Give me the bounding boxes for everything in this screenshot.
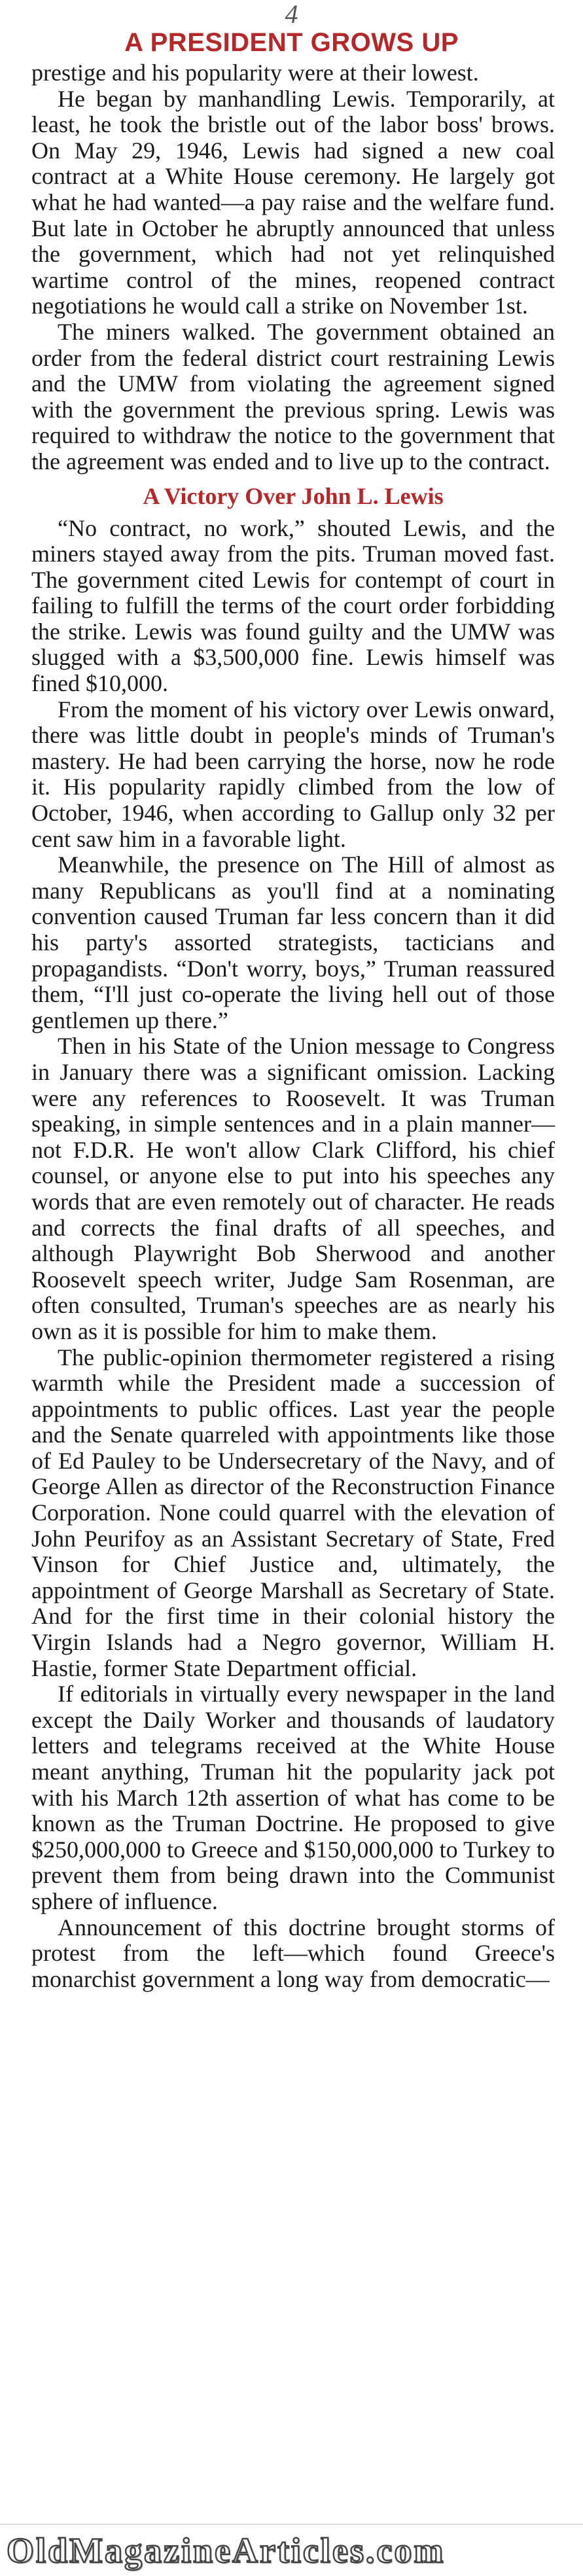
paragraph: The public-opinion thermometer registered a rising warmth while the President made a succession of appointments to public offices. Last year the people and the Senate quarreled with appointments like those of Ed Pauley to be Undersecretary of the Navy, and of George Allen as director of the Reconstruction Finance Corporation. None could quarrel with the elevation of John Peurifoy as an Assistant Secretary of State, Fred Vinson for Chief Justice and, ultimately, the appointment of George Marshall as Secretary of State. And for the first time in their colonial history the Virgin Islands had a Negro governor, William H. Hastie, former State Department official. <box>31 1344 555 1681</box>
running-header-title: A PRESIDENT GROWS UP <box>124 28 459 57</box>
paragraph: Announcement of this doctrine brought storms of protest from the left—which found Greece's monarchist government a long way from democratic— <box>31 1914 555 1992</box>
paragraph: If editorials in virtually every newspaper in the land except the Daily Worker and thousands of laudatory letters and telegrams received at the White House meant anything, Truman hit the popularity jack pot with his March 12th assertion of what has come to be known as the Truman Doctrine. He proposed to give $250,000,000 to Greece and $150,000,000 to Turkey to prevent them from being drawn into the Communist sphere of influence. <box>31 1681 555 1914</box>
paragraph: prestige and his popularity were at their lowest. <box>31 60 479 86</box>
paragraph: “No contract, no work,” shouted Lewis, and the miners stayed away from the pits. Truman moved fast. The government cited Lewis for contempt of court in failing to fulfill the terms of the court order forbidding the strike. Lewis was found guilty and the UMW was slugged with a $3,500,000 fine. Lewis himself was fined $10,000. <box>31 514 555 697</box>
site-logo[interactable]: OldMagazineArticles.com <box>7 2531 446 2570</box>
section-subhead: A Victory Over John L. Lewis <box>143 482 444 509</box>
footer-bar <box>0 2524 583 2576</box>
article-body <box>31 60 555 1992</box>
paragraph: From the moment of his victory over Lewis onward, there was little doubt in people's minds of Truman's mastery. He had been carrying the horse, now he rode it. His popularity rapidly climbed from the low of October, 1946, when according to Gallup only 32 per cent saw him in a favorable light. <box>31 696 555 852</box>
paragraph: He began by manhandling Lewis. Temporarily, at least, he took the bristle out of the labor boss' brows. On May 29, 1946, Lewis had signed a new coal contract at a White House ceremony. He largely got what he had wanted—a pay raise and the welfare fund. But late in October he abruptly announced that unless the government, which had not yet relinquished wartime control of the mines, reopened contract negotiations he would call a strike on November 1st. <box>31 85 555 319</box>
paragraph: Then in his State of the Union message to Congress in January there was a significant omission. Lacking were any references to Roosevelt. It was Truman speaking, in simple sentences and in a plain manner—not F.D.R. He won't allow Clark Clifford, his chief counsel, or anyone else to put into his speeches any words that are even remotely out of character. He reads and corrects the final drafts of all speeches, and although Playwright Bob Sherwood and another Roosevelt speech writer, Judge Sam Rosenman, are often consulted, Truman's speeches are as nearly his own as it is possible for him to make them. <box>31 1033 555 1344</box>
paragraph: The miners walked. The government obtained an order from the federal district court restraining Lewis and the UMW from violating the agreement signed with the government the previous spring. Lewis was required to withdraw the notice to the government that the agreement was ended and to live up to the contract. <box>31 318 555 474</box>
page-number: 4 <box>285 0 298 29</box>
paragraph: Meanwhile, the presence on The Hill of almost as many Republicans as you'll find at a nominating convention caused Truman far less concern than it did his party's assorted strategists, tacticians and propagandists. “Don't worry, boys,” Truman reassured them, “I'll just co-operate the living hell out of those gentlemen up there.” <box>31 851 555 1033</box>
